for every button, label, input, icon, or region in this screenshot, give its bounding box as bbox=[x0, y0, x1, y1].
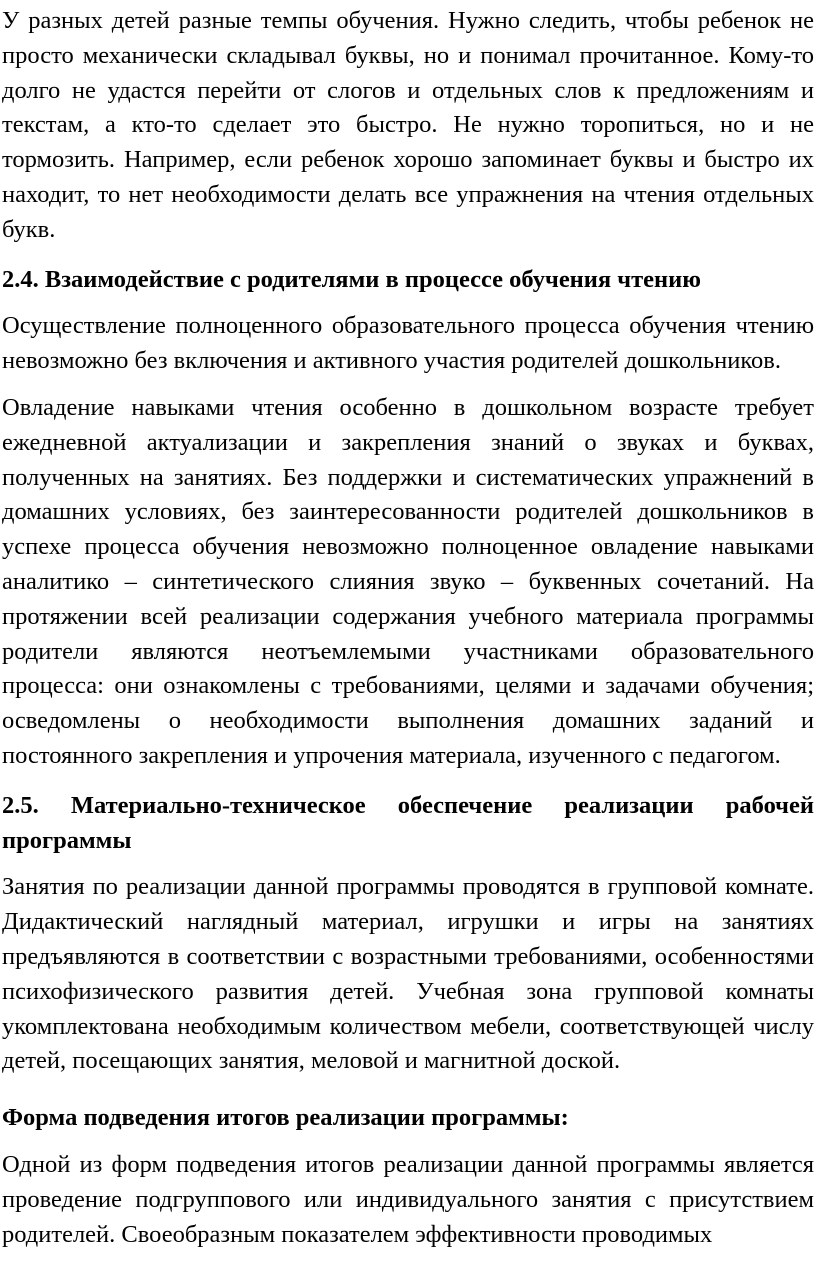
paragraph-learning-pace: У разных детей разные темпы обучения. Нужно следить, чтобы ребенок не просто механически складывал буквы, но и понимал прочитанное. Кому-то долго не удастся перейти от слогов и отдельных слов к предложениям и текстам, а кто-то сделает это быстро. Не нужно торопиться, но и не тормозить. Например, если ребенок хорошо запоминает буквы и быстро их находит, то нет необходимости делать все упражнения на чтения отдельных букв. bbox=[2, 7, 814, 243]
paragraph-reading-skills: Овладение навыками чтения особенно в дошкольном возрасте требует ежедневной актуализации и закрепления знаний о звуках и буквах, полученных на занятиях. Без поддержки и систематических упражнений в домашних условиях, без заинтересованности родителей дошкольников в успехе процесса обучения невозможно полноценное овладение навыками аналитико – синтетического слияния звуко – буквенных сочетаний. На протяжении всей реализации содержания учебного материала программы родители являются неотъемлемыми участниками образовательного процесса: они ознакомлены с требованиями, целями и задачами обучения; осведомлены о необходимости выполнения домашних заданий и постоянного закрепления и упрочения материала, изученного с педагогом. bbox=[2, 393, 814, 769]
paragraph-material-support: Занятия по реализации данной программы проводятся в групповой комнате. Дидактический наглядный материал, игрушки и игры на занятиях предъявляются в соответствии с возрастными требованиями, особенностями психофизического развития детей. Учебная зона групповой комнаты укомплектована необходимым количеством мебели, соответствующей числу детей, посещающих занятия, меловой и магнитной доской. bbox=[2, 873, 814, 1075]
heading-section-2-5: 2.5. Материально-техническое обеспечение реализации рабочей программы bbox=[2, 791, 814, 854]
heading-results-form: Форма подведения итогов реализации программы: bbox=[2, 1104, 569, 1132]
paragraph-results-summary: Одной из форм подведения итогов реализации данной программы является проведение подгруппового или индивидуального занятия с присутствием родителей. Своеобразным показателем эффективности проводимых bbox=[2, 1150, 814, 1248]
heading-section-2-4: 2.4. Взаимодействие с родителями в процессе обучения чтению bbox=[2, 265, 701, 293]
paragraph-parent-participation: Осуществление полноценного образовательного процесса обучения чтению невозможно без включения и активного участия родителей дошкольников. bbox=[2, 312, 814, 375]
